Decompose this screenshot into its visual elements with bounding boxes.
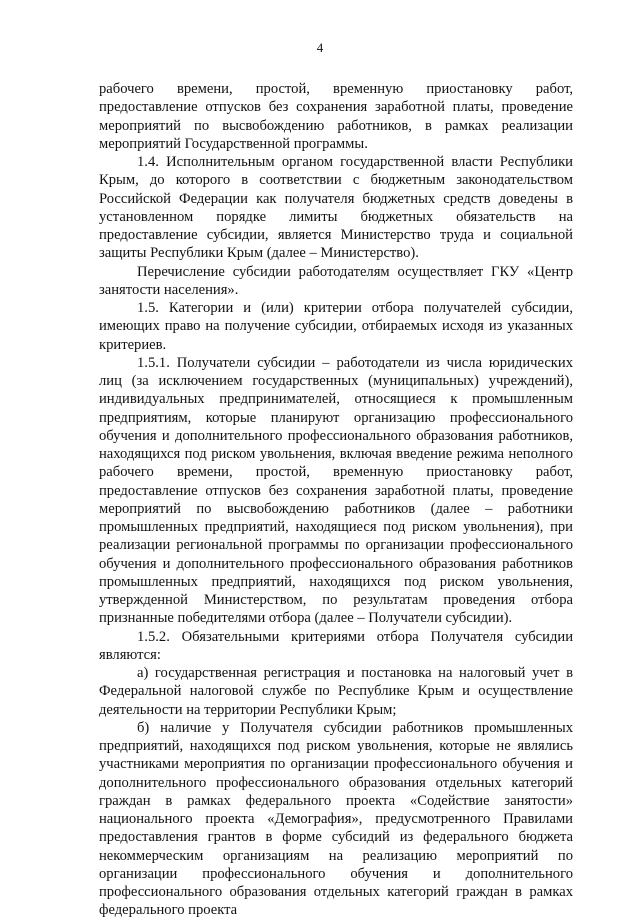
paragraph: 1.5.1. Получатели субсидии – работодатели из числа юридических лиц (за исключением государственных (муниципальных) учреждений), индивидуальных предпринимателей, относящиеся к промышленным предприятиям, которые планируют организацию профессионального обучения и дополнительного профессионального образования работников, находящихся под риском увольнения, включая введение режима неполного рабочего времени, простой, временную приостановку работ, предоставление отпусков без сохранения заработной платы, проведение мероприятий по высвобождению работников (далее – работники промышленных предприятий, находящиеся под риском увольнения), при реализации региональной программы по организации профессионального обучения и дополнительного профессионального образования работников промышленных предприятий, находящихся под риском увольнения, утвержденной Министерством, по результатам проведения отбора признанные победителями отбора (далее – Получатели субсидии).: [99, 354, 573, 627]
paragraph: б) наличие у Получателя субсидии работников промышленных предприятий, находящихся под риском увольнения, которые не являлись участниками мероприятия по организации профессионального обучения и дополнительного профессионального образования отдельных категорий граждан в рамках федерального проекта «Содействие занятости» национального проекта «Демография», предусмотренного Правилами предоставления грантов в форме субсидий из федерального бюджета некоммерческим организациям на реализацию мероприятий по организации профессионального обучения и дополнительного профессионального образования отдельных категорий граждан в рамках федерального проекта: [99, 719, 573, 919]
paragraph: 1.4. Исполнительным органом государственной власти Республики Крым, до которого в соответствии с бюджетным законодательством Российской Федерации как получателя бюджетных средств доведены в установленном порядке лимиты бюджетных обязательств на предоставление субсидии, является Министерство труда и социальной защиты Республики Крым (далее – Министерство).: [99, 154, 573, 262]
paragraph: Перечисление субсидии работодателям осуществляет ГКУ «Центр занятости населения».: [99, 263, 573, 298]
paragraph: 1.5.2. Обязательными критериями отбора Получателя субсидии являются:: [99, 628, 573, 663]
paragraph: рабочего времени, простой, временную приостановку работ, предоставление отпусков без сохранения заработной платы, проведение мероприятий по высвобождению работников, в рамках реализации мероприятий Государственной программы.: [99, 81, 573, 152]
paragraph: а) государственная регистрация и постановка на налоговый учет в Федеральной налоговой службе по Республике Крым и осуществление деятельности на территории Республики Крым;: [99, 665, 573, 718]
page-number: 4: [316, 40, 324, 55]
paragraph: 1.5. Категории и (или) критерии отбора получателей субсидии, имеющих право на получение субсидии, отбираемых исходя из указанных критериев.: [99, 300, 573, 353]
document-body: [99, 80, 573, 920]
